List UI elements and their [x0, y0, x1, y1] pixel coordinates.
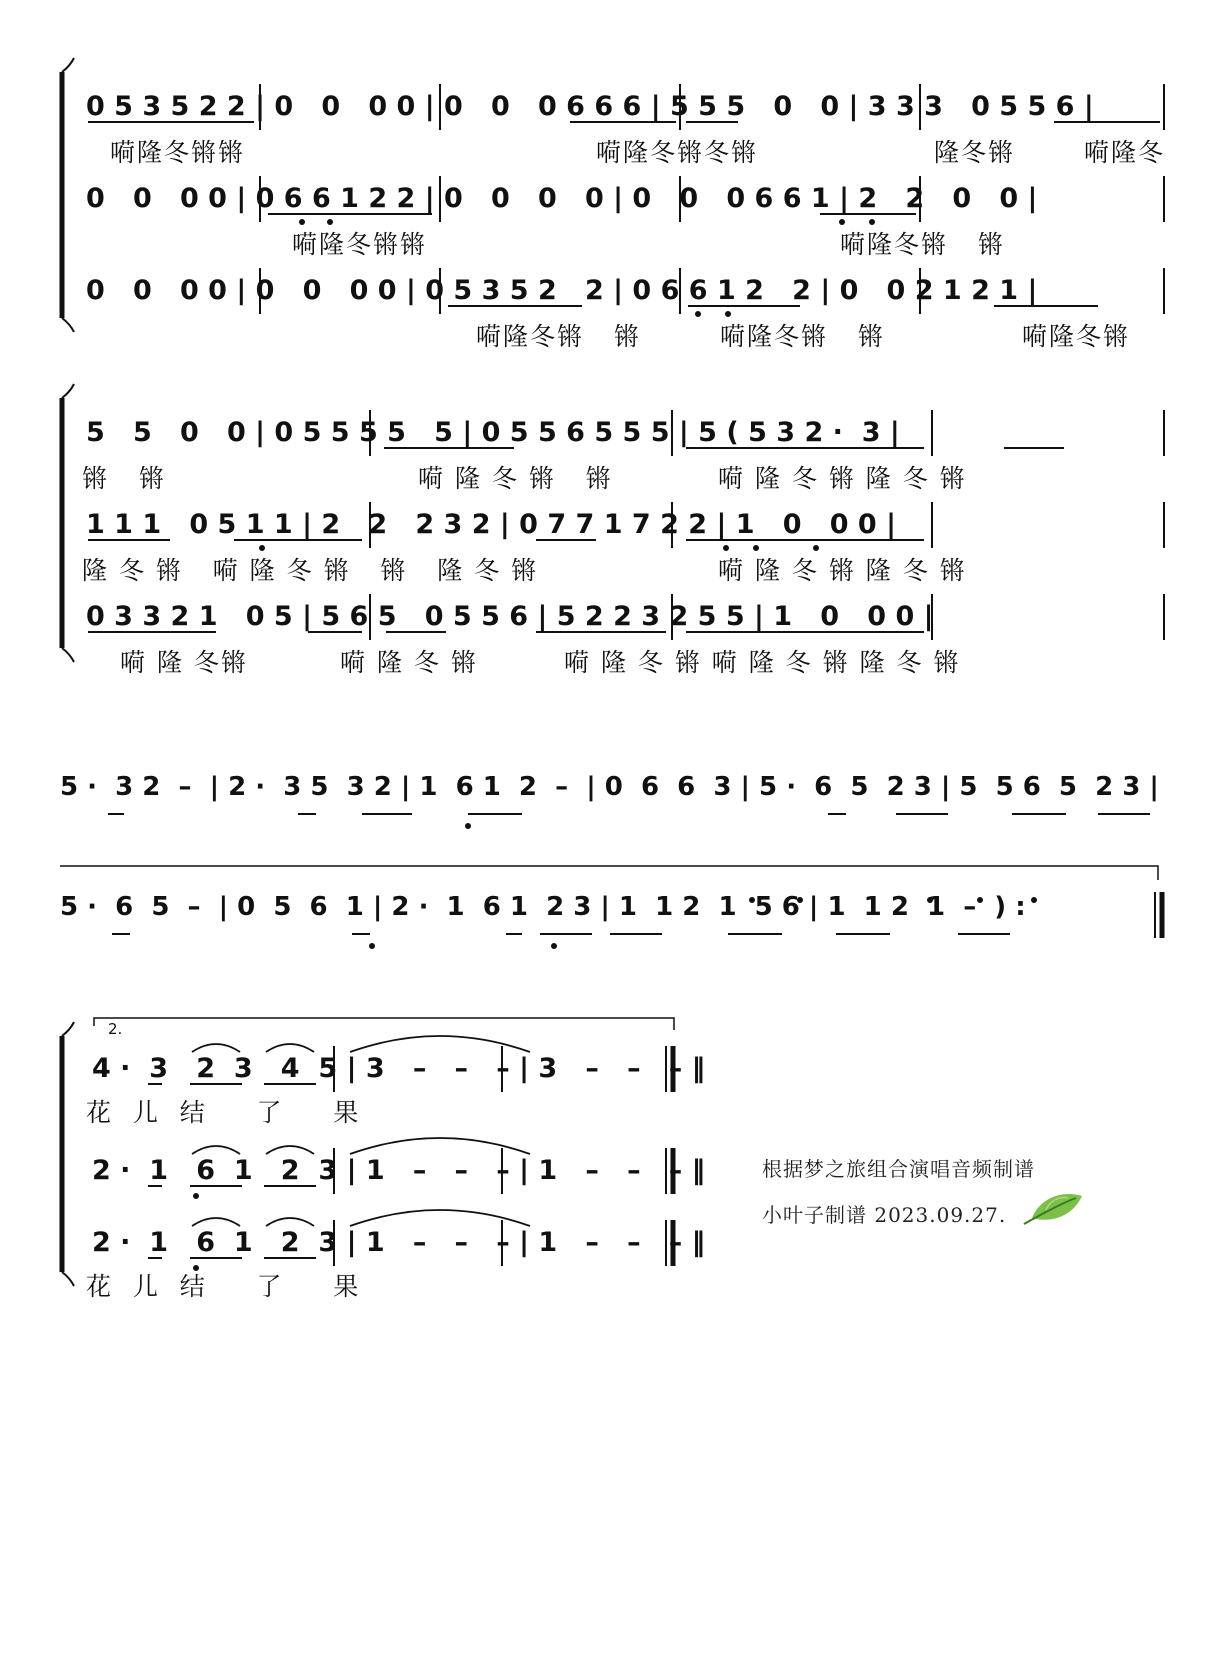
s1-voice2-lyric-b: 嗬隆冬锵 锵: [840, 230, 1005, 259]
ending-voice1-lyrics: 花 儿 结 了 果: [86, 1098, 361, 1127]
ending-voice2-notes: 2 · 1 6 1 2 3 | 1 – – – | 1 – – – ‖: [92, 1155, 706, 1186]
s2-voice3-lyric-a: 嗬 隆 冬锵: [120, 648, 248, 677]
s2-voice1-lyric-b: 嗬 隆 冬 锵 锵: [418, 464, 613, 493]
s2-voice1-lyric-a: 锵 锵: [82, 464, 166, 493]
s1-voice1-lyric-b: 嗬隆冬锵冬锵: [596, 138, 759, 167]
s1-voice2-lyric-a: 嗬隆冬锵锵: [292, 230, 428, 259]
s2-voice2-notes: 1 1 1 0 5 1 1 | 2 2 2 3 2 | 0 7 7 1 7 2 2 | 1 0 0 0 |: [86, 509, 896, 540]
source-credit: 根据梦之旅组合演唱音频制谱: [762, 1157, 1035, 1181]
s2-voice2-lyric-b: 嗬 隆 冬 锵 隆 冬 锵: [718, 556, 967, 585]
volta-label: 2.: [108, 1020, 123, 1038]
s1-voice1-lyric-c: 隆冬锵: [934, 138, 1016, 167]
interlude-line-1: 5 · 3 2 – | 2 · 3 5 3 2 | 1 6 1 2 – | 0 6 6 3 | 5 · 6 5 2 3 | 5 5 6 5 2 3 |: [60, 772, 1159, 802]
s1-voice2-notes: 0 0 0 0 | 0 6 6 1 2 2 | 0 0 0 0 | 0 0 0 6 6 1 | 2 2 0 0 |: [86, 183, 1038, 214]
s1-voice3-lyric-a: 嗬隆冬锵 锵: [476, 322, 641, 351]
s1-voice1-notes: 0 5 3 5 2 2 | 0 0 0 0 | 0 0 0 6 6 6 | 5 5 5 0 0 | 3 3 3 0 5 5 6 |: [86, 91, 1094, 122]
ending-voice3-lyrics: 花 儿 结 了 果: [86, 1272, 361, 1301]
ending-voice3-notes: 2 · 1 6 1 2 3 | 1 – – – | 1 – – – ‖: [92, 1227, 706, 1258]
s2-voice1-notes: 5 5 0 0 | 0 5 5 5 5 5 | 0 5 5 6 5 5 5 | 5 ( 5 3 2 · 3 |: [86, 417, 900, 448]
green-leaf-icon: [1024, 1194, 1082, 1224]
s2-voice1-lyric-c: 嗬 隆 冬 锵 隆 冬 锵: [718, 464, 967, 493]
s1-voice1-lyric-d: 嗬隆冬: [1084, 138, 1166, 167]
s2-voice3-notes: 0 3 3 2 1 0 5 | 5 6 5 0 5 5 6 | 5 2 2 3 2 5 5 | 1 0 0 0 |: [86, 601, 934, 632]
s1-voice3-notes: 0 0 0 0 | 0 0 0 0 | 0 5 3 5 2 2 | 0 6 6 1 2 2 | 0 0 2 1 2 1 |: [86, 275, 1038, 306]
s1-voice1-lyric-a: 嗬隆冬锵锵: [110, 138, 246, 167]
s2-voice3-lyric-b: 嗬 隆 冬 锵: [340, 648, 478, 677]
s1-voice3-lyric-b: 嗬隆冬锵 锵: [720, 322, 885, 351]
ending-voice1-notes: 4 · 3 2 3 4 5 | 3 – – – | 3 – – – ‖: [92, 1053, 706, 1084]
interlude-line-2: 5 · 6 5 – | 0 5 6 1 | 2 · 1 6 1 2 3 | 1 1 2 1 5 6 | 1 1 2 1 – ) :: [60, 892, 1026, 922]
s1-voice3-lyric-c: 嗬隆冬锵: [1022, 322, 1131, 351]
s2-voice2-lyric-a: 隆 冬 锵 嗬 隆 冬 锵 锵 隆 冬 锵: [82, 556, 539, 585]
author-credit: 小叶子制谱 2023.09.27.: [762, 1203, 1007, 1227]
s2-voice3-lyric-c: 嗬 隆 冬 锵 嗬 隆 冬 锵 隆 冬 锵: [564, 648, 961, 677]
system-bracket: [62, 58, 74, 1286]
